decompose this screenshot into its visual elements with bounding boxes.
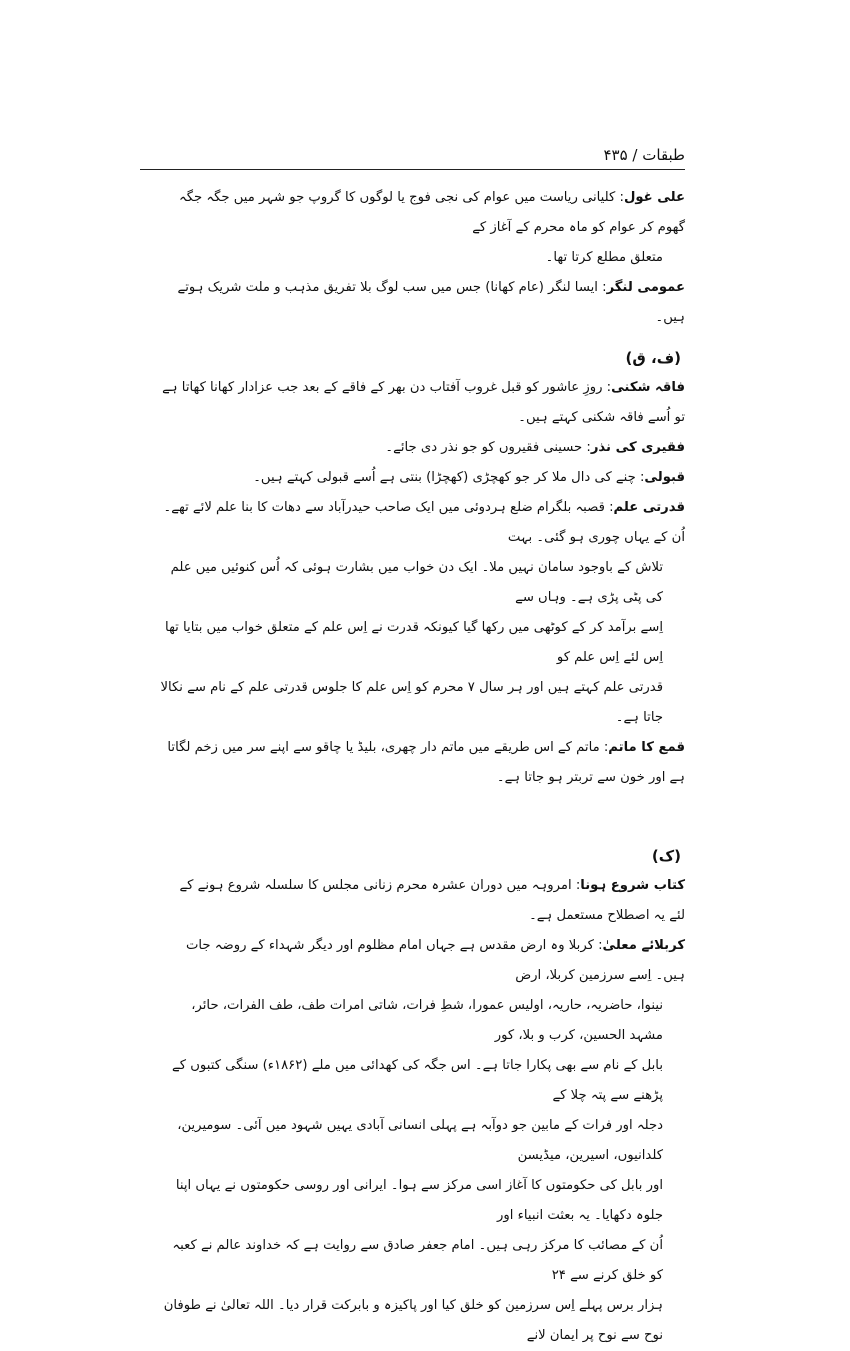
glossary-term: کربلائے معلیٰ bbox=[602, 938, 685, 953]
glossary-definition-continued: قدرتی علم کہتے ہیں اور ہر سال ۷ محرم کو اِس علم کا جلوس قدرتی علم کے نام سے نکالا جاتا ہے۔ bbox=[160, 680, 663, 725]
glossary-definition-continued: نینوا، حاضریہ، حاریہ، اولیس عمورا، شطِ فرات، شاتی امرات طف، طف الفرات، حائر، مشہد الحسین، کرب و بلا، کور bbox=[191, 998, 663, 1043]
glossary-entry bbox=[160, 183, 685, 273]
glossary-definition-continued: اِسے برآمد کر کے کوٹھی میں رکھا گیا کیونکہ قدرت نے اِس علم کے متعلق خواب میں بتایا تھا اِس لئے اِس علم کو bbox=[165, 620, 663, 665]
glossary-definition: : قصبہ بلگرام ضلع ہردوئی میں ایک صاحب حیدرآباد سے دھات کا بنا علم لائے تھے۔ اُن کے یہاں چوری ہو گئی۔ بہت bbox=[163, 500, 685, 545]
glossary-definition: : چنے کی دال ملا کر جو کھچڑی (کھچڑا) بنتی ہے اُسے قبولی کہتے ہیں۔ bbox=[253, 470, 645, 485]
glossary-definition-continued: دجلہ اور فرات کے مابین جو دوآبہ ہے پہلی انسانی آبادی یہیں شہود میں آئی۔ سومیرین، کلدانیوں، اسیرین، میڈیسن bbox=[177, 1118, 663, 1163]
glossary-definition-continued: ہزار برس پہلے اِس سرزمین کو خلق کیا اور پاکیزہ و بابرکت قرار دیا۔ اللہ تعالیٰ نے طوفان نوح سے نوح پر ایمان لانے bbox=[163, 1298, 663, 1343]
glossary-term: قبولی bbox=[644, 470, 685, 485]
glossary-definition-continued: تلاش کے باوجود سامان نہیں ملا۔ ایک دن خواب میں بشارت ہوئی کہ اُس کنوئیں میں علم کی پٹی پڑی ہے۔ وہاں سے bbox=[170, 560, 663, 605]
glossary-entry bbox=[160, 733, 685, 793]
glossary-definition: : کربلا وہ ارض مقدس ہے جہاں امام مظلوم اور دیگر شہداء کے روضہ جات ہیں۔ اِسے سرزمین کربلا، ارض bbox=[186, 938, 685, 983]
running-title: طبقات / ۴۳۵ bbox=[603, 146, 685, 164]
running-header bbox=[140, 143, 685, 169]
glossary-definition: : ایسا لنگر (عام کھانا) جس میں سب لوگ بلا تفریق مذہب و ملت شریک ہوتے ہیں۔ bbox=[177, 280, 685, 325]
glossary-definition: : ماتم کے اس طریقے میں ماتم دار چھری، بلیڈ یا چاقو سے اپنے سر میں زخم لگاتا ہے اور خون سے تربتر ہو جاتا ہے۔ bbox=[167, 740, 685, 785]
glossary-term: قمع کا ماتم bbox=[608, 740, 685, 755]
glossary-term: علی غول bbox=[623, 190, 685, 205]
header-rule bbox=[140, 169, 685, 170]
section-heading-k: (ک) bbox=[651, 847, 681, 865]
glossary-body bbox=[160, 183, 685, 1351]
glossary-definition-continued: متعلق مطلع کرتا تھا۔ bbox=[545, 250, 663, 265]
glossary-term: عمومی لنگر bbox=[606, 280, 685, 295]
glossary-term: فاقہ شکنی bbox=[611, 380, 685, 395]
glossary-entry bbox=[160, 373, 685, 433]
glossary-definition-continued: بابل کے نام سے بھی پکارا جاتا ہے۔ اس جگہ کی کھدائی میں ملے (۱۸۶۲ء) سنگی کتبوں کے پڑھنے سے پتہ چلا کے bbox=[172, 1058, 663, 1103]
glossary-term: فقیری کی نذر bbox=[590, 440, 685, 455]
glossary-definition: : امروہہ میں دوران عشرہ محرم زنانی مجلس کا سلسلہ شروع ہونے کے لئے یہ اصطلاح مستعمل ہے۔ bbox=[179, 878, 685, 923]
glossary-definition: : روزِ عاشور کو قبل غروب آفتاب دن بھر کے فاقے کے بعد جب عزادار کھانا کھاتا ہے تو اُسے فاقہ شکنی کہتے ہیں۔ bbox=[162, 380, 685, 425]
glossary-definition: : کلیانی ریاست میں عوام کی نجی فوج یا لوگوں کا گروپ جو شہر میں جگہ جگہ گھوم کر عوام کو ماہ محرم کے آغاز کے bbox=[179, 190, 685, 235]
glossary-definition: : حسینی فقیروں کو جو نذر دی جائے۔ bbox=[385, 440, 591, 455]
section-heading-fq: (ف، ق) bbox=[625, 349, 681, 367]
glossary-definition-continued: اور بابل کی حکومتوں کا آغاز اسی مرکز سے ہوا۔ ایرانی اور روسی حکومتوں نے یہاں اپنا جلوہ دکھایا۔ یہ بعثت انبیاء اور bbox=[175, 1178, 663, 1223]
glossary-entry bbox=[160, 273, 685, 333]
glossary-entry bbox=[160, 931, 685, 1351]
glossary-entry bbox=[160, 433, 685, 463]
glossary-definition-continued: اُن کے مصائب کا مرکز رہی ہیں۔ امام جعفر صادق سے روایت ہے کہ خداوند عالم نے کعبہ کو خلق کرنے سے ۲۴ bbox=[172, 1238, 663, 1283]
glossary-term: قدرتی علم bbox=[613, 500, 685, 515]
glossary-entry bbox=[160, 493, 685, 733]
glossary-term: کتاب شروع ہونا bbox=[580, 878, 685, 893]
glossary-entry bbox=[160, 871, 685, 931]
glossary-entry bbox=[160, 463, 685, 493]
